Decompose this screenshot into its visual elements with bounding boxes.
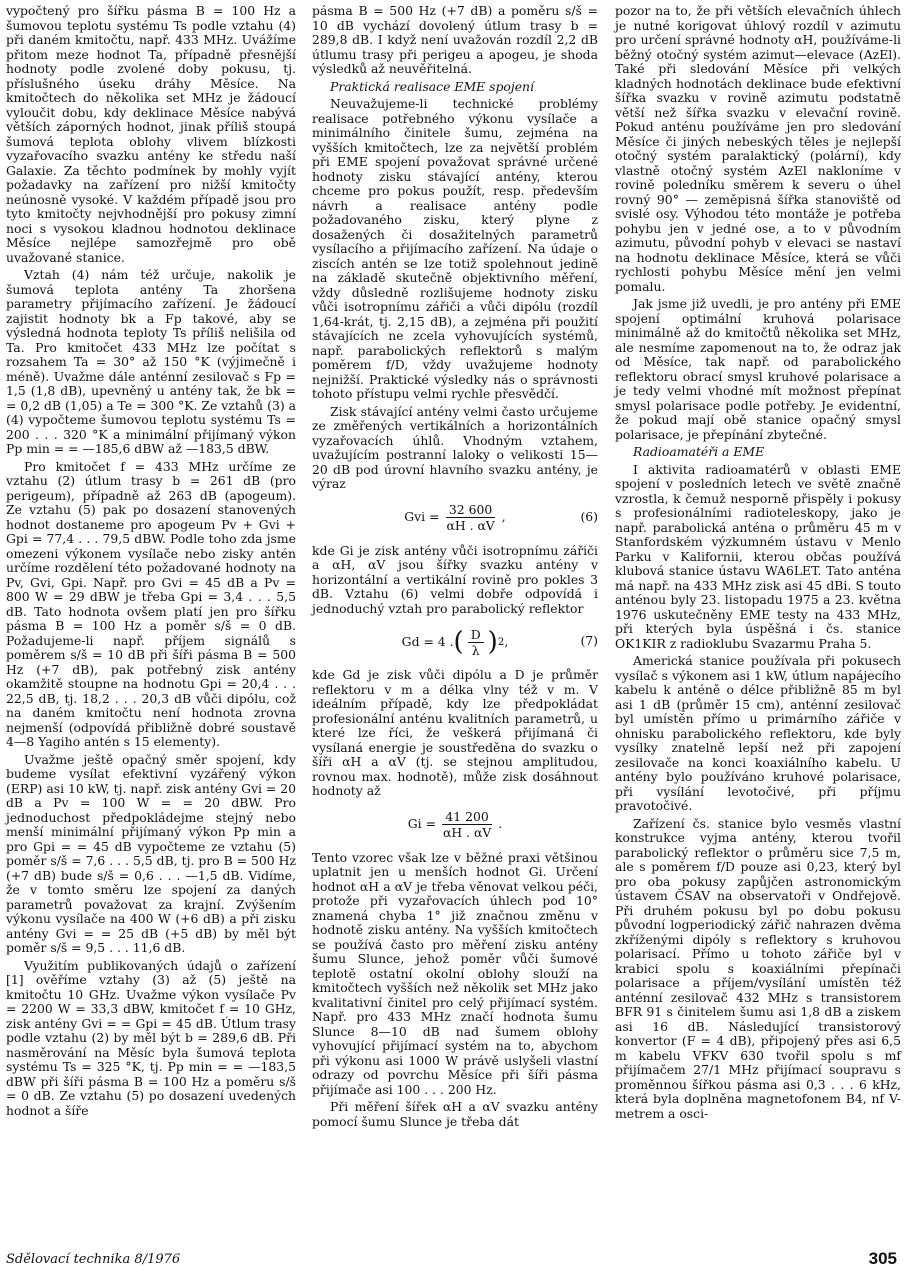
fraction [443, 502, 497, 533]
paragraph: Pro kmitočet f = 433 MHz určíme ze vztahu (2) útlum trasy b = 261 dB (pro perigeum), případně až 263 dB (apogeum). Ze vztahu (5) pak po dosazení stanovených hodnot dostaneme pro apogeum Pv + Gvi + Gpi = 77,4 . . . 79,5 dBW. Podle toho zda jsme omezeni výkonem vysílače nebo zisky antén určíme rozdělení této požadované hodnoty na Pv, Gvi, Gpi. Např. pro Gvi = 45 dB a Pv = 800 W = 29 dBW je třeba Gpi = 3,4 . . . 5,5 dB. Tato hodnota ovšem platí jen pro šířku pásma B = 100 Hz a poměr s/š = 0 dB. Požadujeme-li např. příjem signálů s poměrem s/š = 10 dB při šíři pásma B = 500 Hz (+7 dB), pak potřebný zisk antény okamžitě stoupne na hodnotu Gpi = 20,4 . . . 22,5 dB, tj. 18,2 . . . 20,3 dB vůči dipólu, což na daném kmitočtu není hodnota zrovna nejmenší (odpovídá přibližně dobré soustavě 4—8 Yagiho antén s 15 elementy). [6, 458, 296, 749]
numerator: 32 600 [446, 502, 495, 518]
column-2 [312, 4, 598, 1132]
fraction [440, 809, 494, 840]
equation-6 [312, 498, 598, 538]
paragraph: Při měření šířek αH a αV svazku antény pomocí šumu Slunce je třeba dát [312, 1099, 598, 1129]
paragraph: Jak jsme již uvedli, je pro antény při EME spojení optimální kruhová polarisace minimálně až do kmitočtů několika set MHz, ale nesmíme zapomenout na to, že odraz jak od Měsíce, tak např. od parabolického reflektoru obrací smysl kruhové polarisace a je tedy velmi vhodné mít možnost přepínat smysl polarisace podle potřeby. Je evidentní, že pokud mají obě stanice opačný smysl polarisace, je přepínání zbytečné. [615, 296, 901, 442]
numerator: 41 200 [442, 809, 491, 825]
paragraph: kde Gi je zisk antény vůči isotropnímu zářiči a αH, αV jsou šířky svazku antény v horizontální a vertikální rovině pro pokles 3 dB. Vztahu (6) velmi dobře odpovídá i jednoduchý vztah pro parabolický reflektor [312, 542, 598, 616]
column-1 [6, 4, 296, 1121]
page-number: 305 [868, 1249, 897, 1268]
paragraph: Tento vzorec však lze v běžné praxi většinou uplatnit jen u menších hodnot Gi. Určení hodnot αH a αV je třeba věnovat velkou péči, protože při vyzařovacích úhlech pod 10° znamená chyba 1° již značnou změnu v hodnotě zisku antény. Na vyšších kmitočtech se používá často pro měření zisku antény šumu Slunce, jehož poměr vůči šumové teplotě ostatní okolní oblohy slouží na kmitočtech vyšších než několik set MHz jako kvalitativní činitel pro celý přijímací systém. Např. pro 433 MHz značí hodnota šumu Slunce 8—10 dB nad šumem oblohy vyhovující přijímací systém na to, abychom při výkonu asi 1000 W právě uslyšeli vlastní odrazy od povrchu Měsíce při šíři pásma přijímače asi 100 . . . 200 Hz. [312, 849, 598, 1097]
denominator: αH . αV [442, 825, 492, 840]
journal-footer: Sdělovací technika 8/1976 [6, 1252, 181, 1267]
equation-tail: . [498, 816, 503, 832]
equation-lhs: Gd = 4 . [401, 633, 454, 649]
equation-number: (7) [580, 633, 598, 648]
equation-lhs: Gi = [407, 816, 436, 832]
left-paren: ( [453, 627, 464, 657]
paragraph: Zisk stávající antény velmi často určujeme ze změřených vertikálních a horizontálních vyzařovacích úhlů. Vhodným vztahem, uvažujícím postranní laloky o velikosti 15—20 dB pod úrovní hlavního svazku antény, je výraz [312, 403, 598, 491]
equation-tail: , [501, 509, 506, 525]
exponent: 2 [497, 635, 505, 648]
section-heading: Praktická realisace EME spojení [330, 78, 534, 94]
paragraph: Uvažme ještě opačný směr spojení, kdy budeme vysílat efektivní vyzářený výkon (ERP) asi 10 kW, tj. např. zisk antény Gvi = 20 dB a Pv = 100 W = = 20 dBW. Pro jednoduchost předpokládejme stejný nebo menší minimální přijímaný výkon Pp min a pro Gpi = = 45 dB vypočteme ze vztahu (5) poměr s/š = 7,6 . . . 5,5 dB, tj. pro B = 500 Hz (+7 dB) bude s/š = 0,6 . . . —1,5 dB. Vidíme, že v tomto směru lze spojení za daných parametrů považovat za krajní. Zvýšením výkonu vysílače na 400 W (+6 dB) a při zisku antény Gvi = = 25 dB (+5 dB) by měl být poměr s/š = 9,5 . . . 11,6 dB. [6, 751, 296, 955]
fraction [468, 627, 484, 658]
paragraph: pozor na to, že při větších elevačních úhlech je nutné korigovat úhlový rozdíl v azimutu pro určení správné hodnoty αH, používáme-li běžný otočný systém azimut—elevace (AzEl). Také při sledování Měsíce při velkých kladných hodnotách deklinace bude efektivní šířka svazku v rovině azimutu podstatně větší než šířka svazku v elevační rovině. Pokud anténu používáme jen pro sledování Měsíce či jiných nebeských těles je nejlepší otočný systém paralaktický (polární), kdy vlastně otočný systém AzEl nakloníme v rovině poledníku směrem k severu o úhel rovný 90° — zeměpisná šířka stanoviště od svislé osy. Výhodou této montáže je potřeba pohybu jen v jedné ose, a to v původním azimutu, původní pohyb v elevaci se nastaví na hodnotu deklinace Měsíce, která se vůči rychlosti pohybu Měsíce mění jen velmi pomalu. [615, 3, 901, 294]
equation-tail: , [504, 633, 509, 649]
paragraph: kde Gd je zisk vůči dipólu a D je průměr reflektoru v m a délka vlny též v m. V ideálním případě, kdy lze předpokládat profesionální anténu kvalitních parametrů, u které lze říci, že veškerá přijímaná či vysílaná energie je soustředěna do svazku o šíři αH a αV (tj. se stejnou amplitudou, rovnou max. hodnotě), může zisk dosáhnout hodnoty až [312, 667, 598, 798]
paragraph: Neuvažujeme-li technické problémy realisace potřebného výkonu vysílače a minimálního činitele šumu, zejména na vyšších kmitočtech, lze za největší problém při EME spojení považovat správné určené hodnoty zisku stávající antény, kterou chceme pro pokus použít, resp. především návrh a realisace antény podle požadovaného zisku, který plyne z dosažených či dosažitelných parametrů vysílacího a přijímacího zařízení. Na údaje o ziscích antén se lze totiž spolehnout jedině na základě skutečně objektivního měření, vždy důsledně rozlišujeme hodnoty zisku vůči isotropnímu zářiči a vůči dipólu (rozdíl 1,64-krát, tj. 2,15 dB), a zejména při použití stávajících ne zcela vyhovujících systémů, např. parabolických reflektorů s malým poměrem f/D, vždy uvažujeme hodnoty nejnižší. Praktické výsledky nás o správnosti tohoto přístupu velmi rychle přesvědčí. [312, 96, 598, 401]
paragraph: vypočtený pro šířku pásma B = 100 Hz a šumovou teplotu systému Ts podle vztahu (4) při daném kmitočtu, např. 433 MHz. Uvážíme přitom meze hodnot Ta, případně přesnější hodnoty podle zvolené doby pokusu, tj. příslušného úseku dráhy Měsíce. Na kmitočtech do několika set MHz je žádoucí vyloučit dobu, kdy deklinace Měsíce nabývá větších záporných hodnot, jinak příliš stoupá šumová teplota oblohy vlivem blízkosti vyzařovacího svazku antény ke středu naší Galaxie. Za těchto podmínek by mohly vyjít požadavky na zařízení pro nižší kmitočty neúnosně vysoké. V každém případě jsou pro tyto kmitočty nejvhodnější pro pokusy zimní noci s vysokou kladnou hodnotou deklinace Měsíce nejlépe samozřejmě pro obě uvažované stanice. [6, 3, 296, 265]
equation-lhs: Gvi = [404, 509, 440, 525]
paragraph: I aktivita radioamatérů v oblasti EME spojení v posledních letech ve světě značně vzrostla, k čemuž nesporně přispěly i pokusy s profesionálními radioteleskopy, jako je např. parabolická anténa o průměru 45 m v Stanfordském výzkumném ústavu v Menlo Parku v Kalifornii, kterou občas používá klubová stanice ústavu WA6LET. Tato anténa má např. na 433 MHz zisk asi 45 dBi. S touto anténou byly 23. listopadu 1975 a 23. května 1976 uskutečněny EME testy na 433 MHz, při kterých byla úspěšná i čs. stanice OK1KIR z radioklubu Svazarmu Praha 5. [615, 461, 901, 651]
denominator: λ [471, 642, 480, 658]
right-paren: ) [487, 627, 498, 657]
equation-7 [312, 622, 598, 662]
paragraph: Vztah (4) nám též určuje, nakolik je šumová teplota antény Ta zhoršena parametry přijímacího zařízení. Je žádoucí zajistit hodnoty bk a Fp takové, aby se výsledná hodnota teploty Ts příliš nelišila od Ta. Pro kmitočet 433 MHz lze počítat s rozsahem Ta = 30° až 150 °K (výjimečně i méně). Uvažme dále anténní zesilovač s Fp = 1,5 (1,8 dB), upevněný u antény tak, že bk = = 0,2 dB (1,05) a Te = 300 °K. Ze vztahů (3) a (4) vypočteme šumovou teplotu systému Ts = 200 . . . 320 °K a minimální přijímaný výkon Pp min = = —185,6 dBW až —183,5 dBW. [6, 267, 296, 456]
paragraph: pásma B = 500 Hz (+7 dB) a poměru s/š = 10 dB vychází dovolený útlum trasy b = 289,8 dB. I když není uvažován rozdíl 2,2 dB útlumu trasy při perigeu a apogeu, je shoda výsledků až neuvěřitelná. [312, 3, 598, 76]
equation-8 [312, 805, 598, 845]
column-3 [615, 4, 901, 1124]
paragraph: Využitím publikovaných údajů o zařízení [1] ověříme vztahy (3) až (5) ještě na kmitočtu 10 GHz. Uvažme výkon vysílače Pv = 2200 W = 33,3 dBW, kmitočet f = 10 GHz, zisk antény Gvi = = Gpi = 45 dB. Útlum trasy podle vztahu (2) by měl být b = 289,6 dB. Při nasměrování na Měsíc byla šumová teplota systému Ts = 325 °K, tj. Pp min = = —183,5 dBW při šíři pásma B = 100 Hz a poměru s/š = 0 dB. Ze vztahu (5) po dosazení uvedených hodnot a šíře [6, 957, 296, 1118]
denominator: αH . αV [446, 518, 495, 533]
equation-number: (6) [580, 508, 598, 524]
numerator: D [468, 627, 484, 643]
paragraph: Zařízení čs. stanice bylo vesměs vlastní konstrukce vyjma antény, kterou tvořil parabolický reflektor o průměru sice 7,5 m, ale s poměrem f/D pouze asi 0,23, který byl pro oba pokusy zapůjčen astronomickým ústavem ČSAV na observatoři v Ondřejově. Při druhém pokusu byl po dobu pokusu původní logperiodický zářič nahrazen dvěma zkříženými dipóly s reflektory s kruhovou polarisací. Přímo u tohoto zářiče byl v krabici spolu s koaxiálními přepínači polarisace a příjem/vysílání umístěn též anténní zesilovač 432 MHz s transistorem BFR 91 s činitelem šumu asi 1,8 dB a ziskem asi 16 dB. Následující transistorový konvertor (F = 4 dB), připojený přes asi 6,5 m kabelu VFKV 630 tvořil spolu s mf přijímačem 27/1 MHz přijímací soupravu s proměnnou šířkou pásma asi 0,3 . . . 6 kHz, která byla doplněna magnetofonem B4, nf V-metrem a osci- [615, 815, 901, 1121]
paragraph: Americká stanice používala při pokusech vysílač s výkonem asi 1 kW, útlum napájecího kabelu k anténě o délce přibližně 85 m byl asi 1 dB (průměr 15 cm), anténní zesilovač byl umístěn přímo u primárního zářiče v ohnisku parabolického reflektoru, kde byly vysílky znatelně lepší než při zapojení zesilovače na konci koaxiálního kabelu. U antény bylo používáno kruhové polarisace, při vysílání levotočivé, při příjmu pravotočivé. [615, 653, 901, 813]
section-heading: Radioamatéři a EME [633, 444, 765, 459]
